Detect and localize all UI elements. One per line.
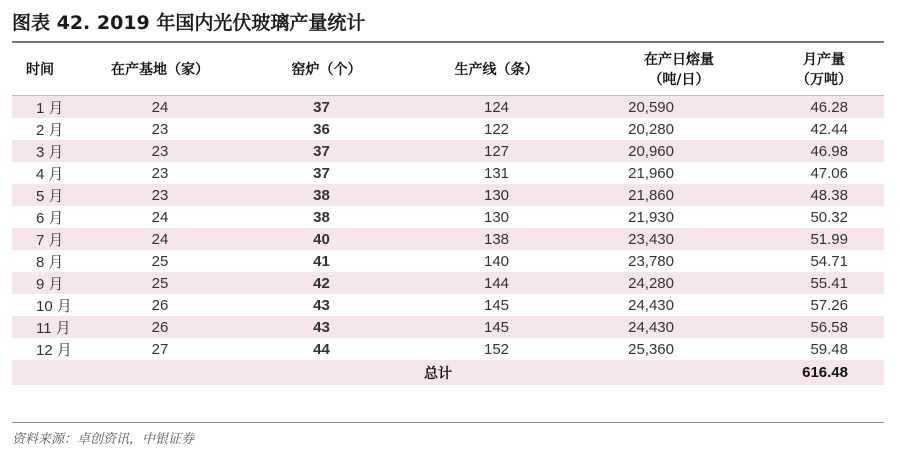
- total-row: [12, 360, 884, 385]
- cell-lines: 130: [429, 184, 594, 206]
- cell-lines: 152: [483, 340, 510, 358]
- header-month-label: 时间: [26, 62, 54, 78]
- cell-kilns: 41: [313, 252, 330, 270]
- table-row: [12, 206, 884, 228]
- table-row: [12, 316, 884, 338]
- cell-month: 11 月: [12, 316, 94, 338]
- cell-monthly-output: 50.32: [810, 208, 848, 226]
- cell-kilns: 43: [254, 316, 429, 338]
- cell-monthly-output: 48.38: [754, 184, 884, 206]
- cell-daily-melt: 21,930: [628, 208, 674, 226]
- header-daily-melt: [594, 45, 754, 96]
- header-monthly-output-line1: 月产量: [803, 52, 845, 68]
- table-row: [12, 338, 884, 360]
- cell-kilns: 37: [254, 96, 429, 119]
- cell-bases: 24: [151, 208, 169, 226]
- cell-bases: 23: [151, 164, 169, 182]
- total-label: 总计: [12, 360, 754, 385]
- cell-monthly-output: 46.98: [754, 140, 884, 162]
- header-kilns: [254, 45, 429, 96]
- table-body: [12, 96, 884, 386]
- table-row: [12, 96, 884, 119]
- table-row: [12, 228, 884, 250]
- header-kilns-label: 窑炉（个）: [291, 62, 362, 78]
- cell-daily-melt: 20,590: [594, 96, 754, 119]
- cell-lines: 124: [429, 96, 594, 119]
- cell-monthly-output: 57.26: [810, 296, 848, 314]
- cell-month: 12 月: [36, 341, 72, 359]
- cell-month: 3 月: [12, 140, 94, 162]
- cell-kilns: 38: [254, 184, 429, 206]
- cell-monthly-output: 59.48: [810, 340, 848, 358]
- table-row: [12, 272, 884, 294]
- cell-daily-melt: 23,780: [628, 252, 674, 270]
- header-monthly-output-line2: （万吨）: [796, 72, 852, 88]
- cell-lines: 127: [429, 140, 594, 162]
- cell-monthly-output: 56.58: [754, 316, 884, 338]
- cell-monthly-output: 54.71: [810, 252, 848, 270]
- cell-monthly-output: 47.06: [810, 164, 848, 182]
- cell-daily-melt: 20,280: [628, 120, 674, 138]
- cell-daily-melt: 24,280: [594, 272, 754, 294]
- cell-kilns: 36: [313, 120, 330, 138]
- header-lines-label: 生产线（条）: [454, 62, 539, 78]
- cell-lines: 145: [483, 296, 510, 314]
- cell-monthly-output: 55.41: [754, 272, 884, 294]
- table-row: [12, 162, 884, 184]
- cell-daily-melt: 25,360: [628, 340, 674, 358]
- cell-monthly-output: 51.99: [754, 228, 884, 250]
- cell-kilns: 43: [313, 296, 330, 314]
- cell-kilns: 44: [313, 340, 330, 358]
- header-daily-melt-line2: （吨/日）: [648, 72, 710, 88]
- header-monthly-output: [754, 45, 884, 96]
- table-header-row: [12, 45, 884, 96]
- cell-bases: 26: [94, 316, 254, 338]
- header-daily-melt-line1: 在产日熔量: [644, 52, 714, 68]
- cell-kilns: 37: [313, 164, 330, 182]
- cell-bases: 27: [151, 340, 169, 358]
- cell-bases: 24: [94, 96, 254, 119]
- cell-bases: 23: [151, 120, 169, 138]
- cell-lines: 138: [429, 228, 594, 250]
- cell-lines: 140: [483, 252, 510, 270]
- cell-month: 7 月: [12, 228, 94, 250]
- cell-daily-melt: 24,430: [594, 316, 754, 338]
- cell-bases: 24: [94, 228, 254, 250]
- header-month: [12, 45, 94, 96]
- cell-daily-melt: 20,960: [594, 140, 754, 162]
- table-row: [12, 184, 884, 206]
- cell-kilns: 40: [254, 228, 429, 250]
- cell-kilns: 38: [313, 208, 330, 226]
- cell-lines: 122: [483, 120, 510, 138]
- cell-lines: 144: [429, 272, 594, 294]
- cell-monthly-output: 46.28: [754, 96, 884, 119]
- cell-daily-melt: 24,430: [628, 296, 674, 314]
- cell-bases: 25: [94, 272, 254, 294]
- bottom-divider: [12, 422, 884, 423]
- header-lines: [429, 45, 594, 96]
- figure-title: 图表 42. 2019 年国内光伏玻璃产量统计: [12, 12, 366, 34]
- cell-daily-melt: 21,960: [628, 164, 674, 182]
- header-bases-label: 在产基地（家）: [111, 62, 209, 78]
- cell-bases: 25: [151, 252, 169, 270]
- cell-month: 4 月: [36, 165, 64, 183]
- production-table: [12, 45, 884, 385]
- table-row: [12, 294, 884, 316]
- title-divider: [12, 41, 884, 43]
- header-bases: [94, 45, 254, 96]
- cell-monthly-output: 42.44: [810, 120, 848, 138]
- source-note: 资料来源：卓创资讯，中银证券: [12, 432, 195, 447]
- cell-lines: 131: [483, 164, 510, 182]
- cell-month: 1 月: [12, 96, 94, 119]
- table-row: [12, 140, 884, 162]
- cell-lines: 130: [483, 208, 510, 226]
- cell-bases: 26: [151, 296, 169, 314]
- cell-bases: 23: [94, 184, 254, 206]
- cell-month: 2 月: [36, 121, 64, 139]
- cell-daily-melt: 23,430: [594, 228, 754, 250]
- total-value: 616.48: [754, 360, 884, 385]
- cell-month: 6 月: [36, 209, 64, 227]
- table-row: [12, 118, 884, 140]
- cell-month: 8 月: [36, 253, 64, 271]
- cell-kilns: 42: [254, 272, 429, 294]
- cell-month: 9 月: [12, 272, 94, 294]
- cell-daily-melt: 21,860: [594, 184, 754, 206]
- table-row: [12, 250, 884, 272]
- cell-month: 10 月: [36, 297, 72, 315]
- cell-month: 5 月: [12, 184, 94, 206]
- cell-bases: 23: [94, 140, 254, 162]
- cell-lines: 145: [429, 316, 594, 338]
- cell-kilns: 37: [254, 140, 429, 162]
